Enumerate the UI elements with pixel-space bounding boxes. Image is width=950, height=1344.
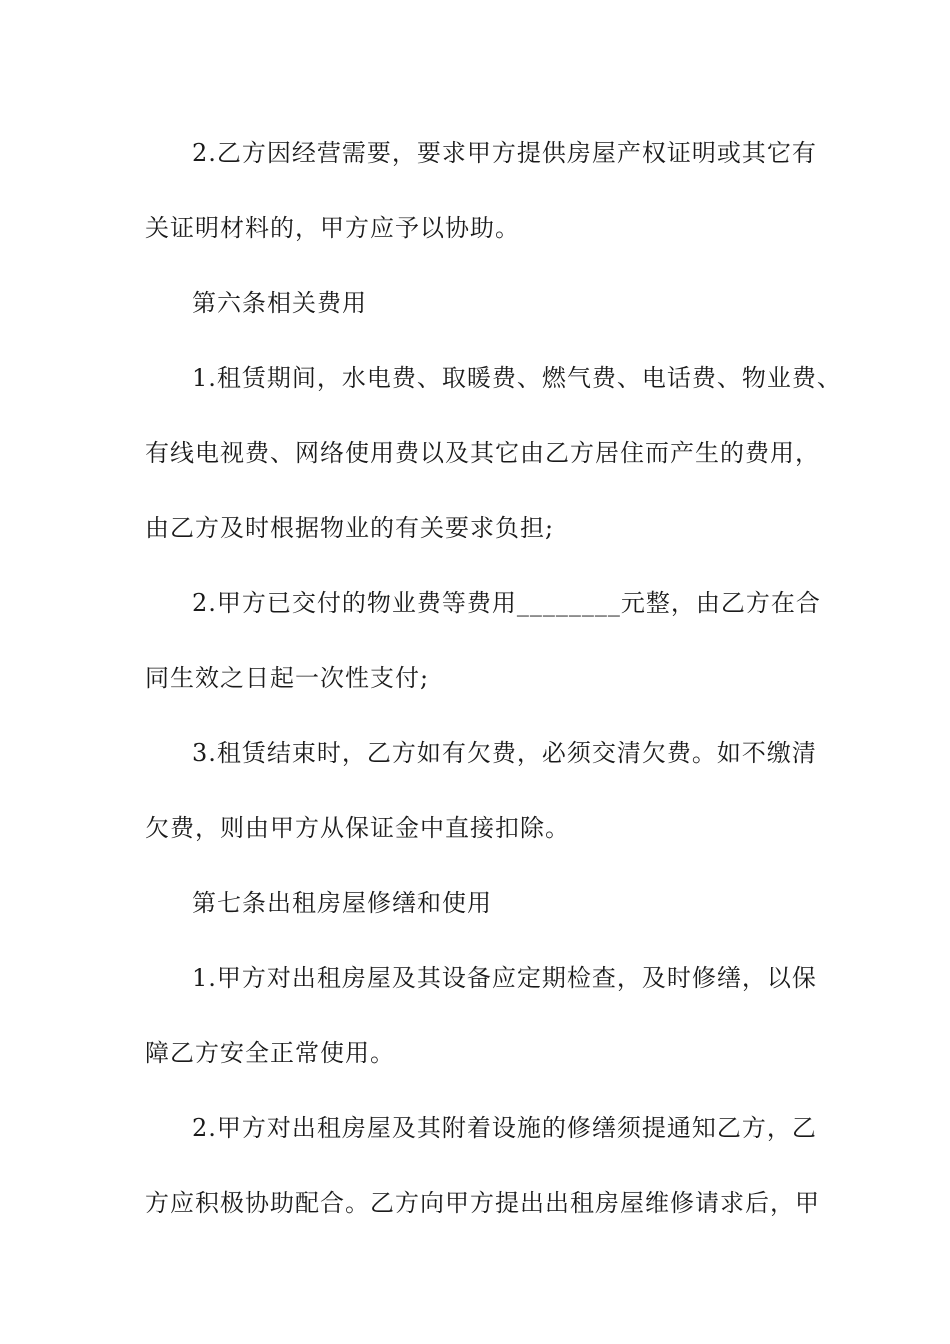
clause-6-item-2-line-1: 2.甲方已交付的物业费等费用________元整，由乙方在合 (192, 589, 821, 617)
clause-6-item-1-line-2: 有线电视费、网络使用费以及其它由乙方居住而产生的费用， (145, 439, 820, 467)
clause-7-item-1-line-2: 障乙方安全正常使用。 (145, 1039, 395, 1067)
clause-5-item-2-line-1: 2.乙方因经营需要，要求甲方提供房屋产权证明或其它有 (192, 139, 817, 167)
clause-6-item-1-line-3: 由乙方及时根据物业的有关要求负担; (145, 514, 555, 542)
clause-7-item-2-line-2: 方应积极协助配合。乙方向甲方提出出租房屋维修请求后，甲 (145, 1189, 820, 1217)
clause-7-heading: 第七条出租房屋修缮和使用 (192, 889, 492, 917)
clause-6-heading: 第六条相关费用 (192, 289, 367, 317)
document-body (145, 130, 842, 1255)
clause-6-item-2-line-2: 同生效之日起一次性支付; (145, 664, 430, 692)
clause-5-item-2-line-2: 关证明材料的，甲方应予以协助。 (145, 214, 520, 242)
clause-6-item-3-line-2: 欠费，则由甲方从保证金中直接扣除。 (145, 814, 570, 842)
clause-7-item-2-line-1: 2.甲方对出租房屋及其附着设施的修缮须提通知乙方，乙 (192, 1114, 817, 1142)
clause-6-item-3-line-1: 3.租赁结束时，乙方如有欠费，必须交清欠费。如不缴清 (192, 739, 817, 767)
clause-7-item-1-line-1: 1.甲方对出租房屋及其设备应定期检查，及时修缮，以保 (192, 964, 817, 992)
clause-6-item-1-line-1: 1.租赁期间，水电费、取暖费、燃气费、电话费、物业费、 (192, 364, 842, 392)
